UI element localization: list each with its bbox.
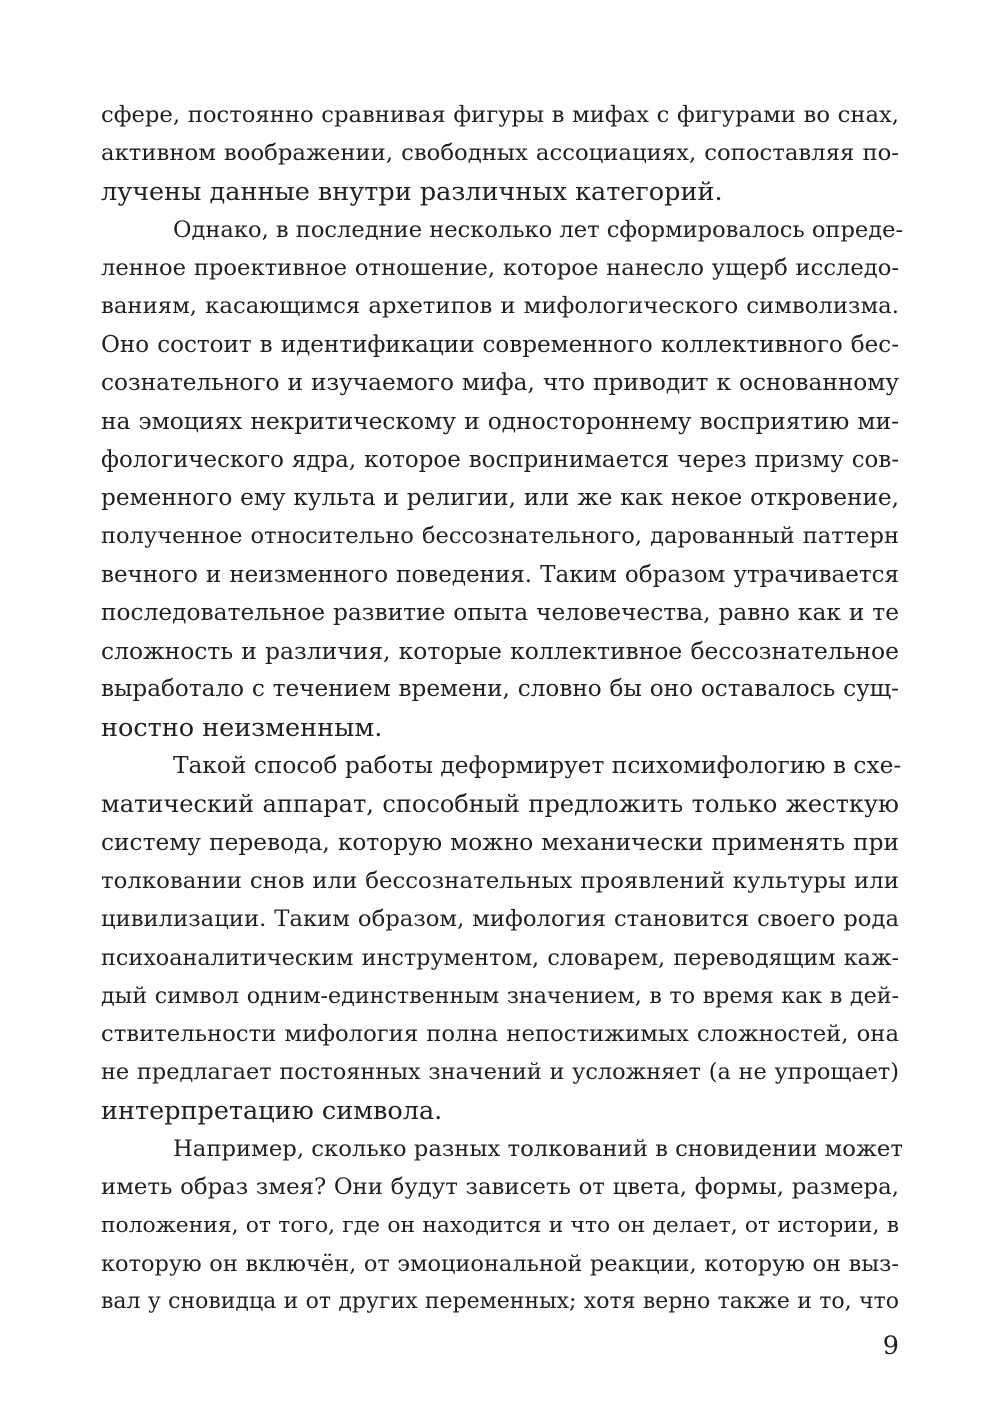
- text-line: иметь образ змея? Они будут зависеть от цвета, формы, размера,: [101, 1174, 899, 1201]
- text-line: сфере, постоянно сравнивая фигуры в мифах с фигурами во снах,: [101, 102, 899, 128]
- text-line: вечного и неизменного поведения. Таким образом утрачивается: [101, 561, 899, 588]
- paragraph: [101, 747, 902, 1130]
- text-line: ваниям, касающимся архетипов и мифологического символизма.: [101, 293, 899, 320]
- text-line: активном воображении, свободных ассоциациях, сопоставляя по-: [101, 140, 899, 167]
- text-line: Такой способ работы деформирует психомифологию в схе-: [173, 752, 902, 780]
- text-line: полученное относительно бессознательного, дарованный паттерн: [101, 523, 899, 550]
- text-line: Оно состоит в идентификации современного коллективного бес-: [101, 331, 899, 358]
- text-line: систему перевода, которую можно механически применять при: [101, 828, 899, 856]
- text-line: положения, от того, где он находится и что он делает, от истории, в: [101, 1212, 899, 1238]
- text-line: на эмоциях некритическому и одностороннему восприятию ми-: [101, 407, 899, 436]
- text-line: Например, сколько разных толкований в сновидении может: [173, 1136, 903, 1163]
- text-line: лучены данные внутри различных категорий.: [101, 176, 723, 207]
- text-line: ностно неизменным.: [101, 712, 383, 743]
- text-line: дый символ одним-единственным значением, в то время как в дей-: [101, 982, 899, 1009]
- text-line: вал у сновидца и от других переменных; хотя верно также и то, что: [101, 1289, 899, 1315]
- text-line: интерпретацию символа.: [101, 1095, 443, 1126]
- text-line: сложность и различия, которые коллективное бессознательное: [101, 637, 899, 666]
- text-line: выработало с течением времени, словно бы оно оставалось сущ-: [101, 676, 899, 703]
- text-line: Однако, в последние несколько лет сформировалось опреде-: [173, 216, 904, 243]
- text-line: фологического ядра, которое воспринимается через призму сов-: [101, 446, 899, 473]
- text-line: не предлагает постоянных значений и усложняет (а не упрощает): [101, 1059, 899, 1086]
- text-line: ременного ему культа и религии, или же как некое откровение,: [101, 483, 899, 511]
- paragraph: [101, 1130, 903, 1321]
- paragraph: [101, 211, 904, 747]
- text-line: сознательного и изучаемого мифа, что приводит к основанному: [101, 369, 899, 397]
- text-line: ствительности мифология полна непостижимых сложностей, она: [101, 1021, 899, 1048]
- text-line: ленное проективное отношение, которое нанесло ущерб исследо-: [101, 255, 899, 282]
- text-line: цивилизации. Таким образом, мифология становится своего рода: [101, 906, 899, 933]
- page-number: 9: [882, 1331, 899, 1361]
- text-line: матический аппарат, способный предложить только жесткую: [101, 790, 899, 819]
- paragraph: [101, 96, 899, 211]
- body-text: [101, 96, 904, 1322]
- text-line: толковании снов или бессознательных проявлений культуры или: [101, 867, 899, 894]
- text-line: которую он включён, от эмоциональной реакции, которую он выз-: [101, 1250, 899, 1277]
- text-line: последовательное развитие опыта человечества, равно как и те: [101, 598, 899, 626]
- text-line: психоаналитическим инструментом, словарем, переводящим каж-: [101, 944, 899, 971]
